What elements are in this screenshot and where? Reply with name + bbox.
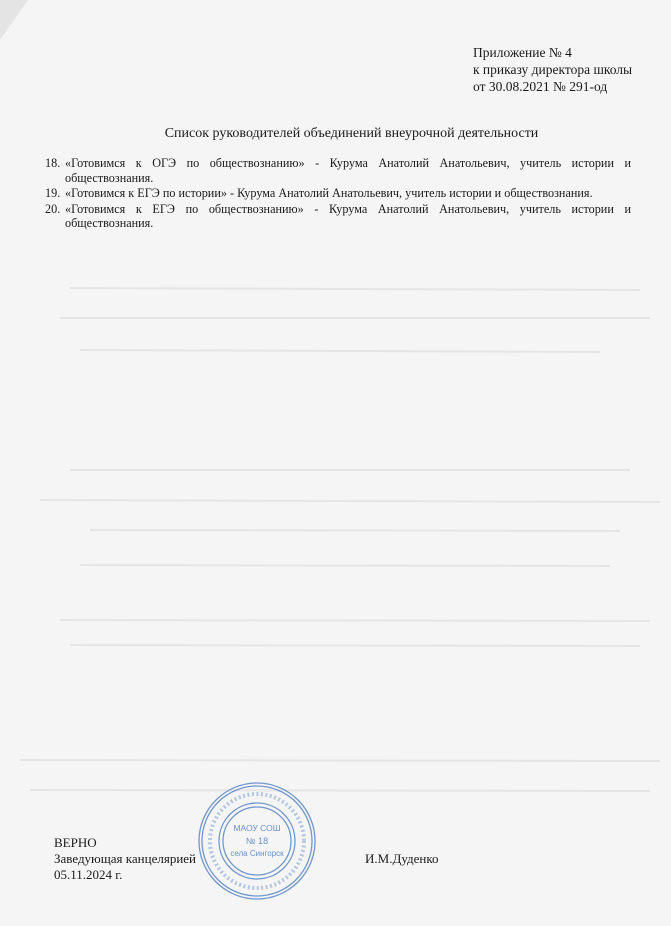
list-item-text-continued: обществознания. [65, 216, 154, 230]
page-corner-fold [0, 0, 28, 40]
list-item-text: «Готовимся к ОГЭ по обществознанию» - Курума Анатолий Анатольевич, учитель истории и [65, 156, 631, 170]
appendix-order-date: от 30.08.2021 № 291-од [473, 79, 608, 94]
appendix-header [473, 44, 668, 95]
seal-text-line1: МАОУ СОШ [233, 823, 281, 833]
seal-text-line3: села Сингорск [230, 849, 284, 858]
signer-name: И.М.Дуденко [365, 851, 439, 866]
document-title-text: Список руководителей объединений внеурочной деятельности [164, 126, 539, 141]
list-item-text-continued: обществознания. [65, 170, 154, 185]
list-item [45, 186, 631, 201]
document-title [0, 126, 671, 142]
list-item-number: 19. [45, 186, 61, 200]
seal-text-line2: № 18 [245, 836, 269, 846]
list-item-text: «Готовимся к ЕГЭ по обществознанию» - Курума Анатолий Анатольевич, учитель истории и [65, 201, 631, 216]
list-item [45, 202, 631, 231]
appendix-number: Приложение № 4 [473, 45, 572, 60]
list-item-number: 20. [45, 201, 61, 216]
certification-position: Заведующая канцелярией [54, 851, 197, 866]
list-item [45, 156, 631, 185]
certification-label: ВЕРНО [54, 835, 97, 850]
school-seal [196, 780, 318, 902]
leaders-list [45, 156, 631, 232]
list-item-number: 18. [45, 156, 61, 170]
certification-date: 05.11.2024 г. [54, 867, 123, 882]
list-item-text: «Готовимся к ЕГЭ по истории» - Курума Анатолий Анатольевич, учитель истории и обществознания. [65, 186, 593, 200]
certification-block [54, 835, 196, 883]
appendix-order: к приказу директора школы [473, 62, 633, 77]
